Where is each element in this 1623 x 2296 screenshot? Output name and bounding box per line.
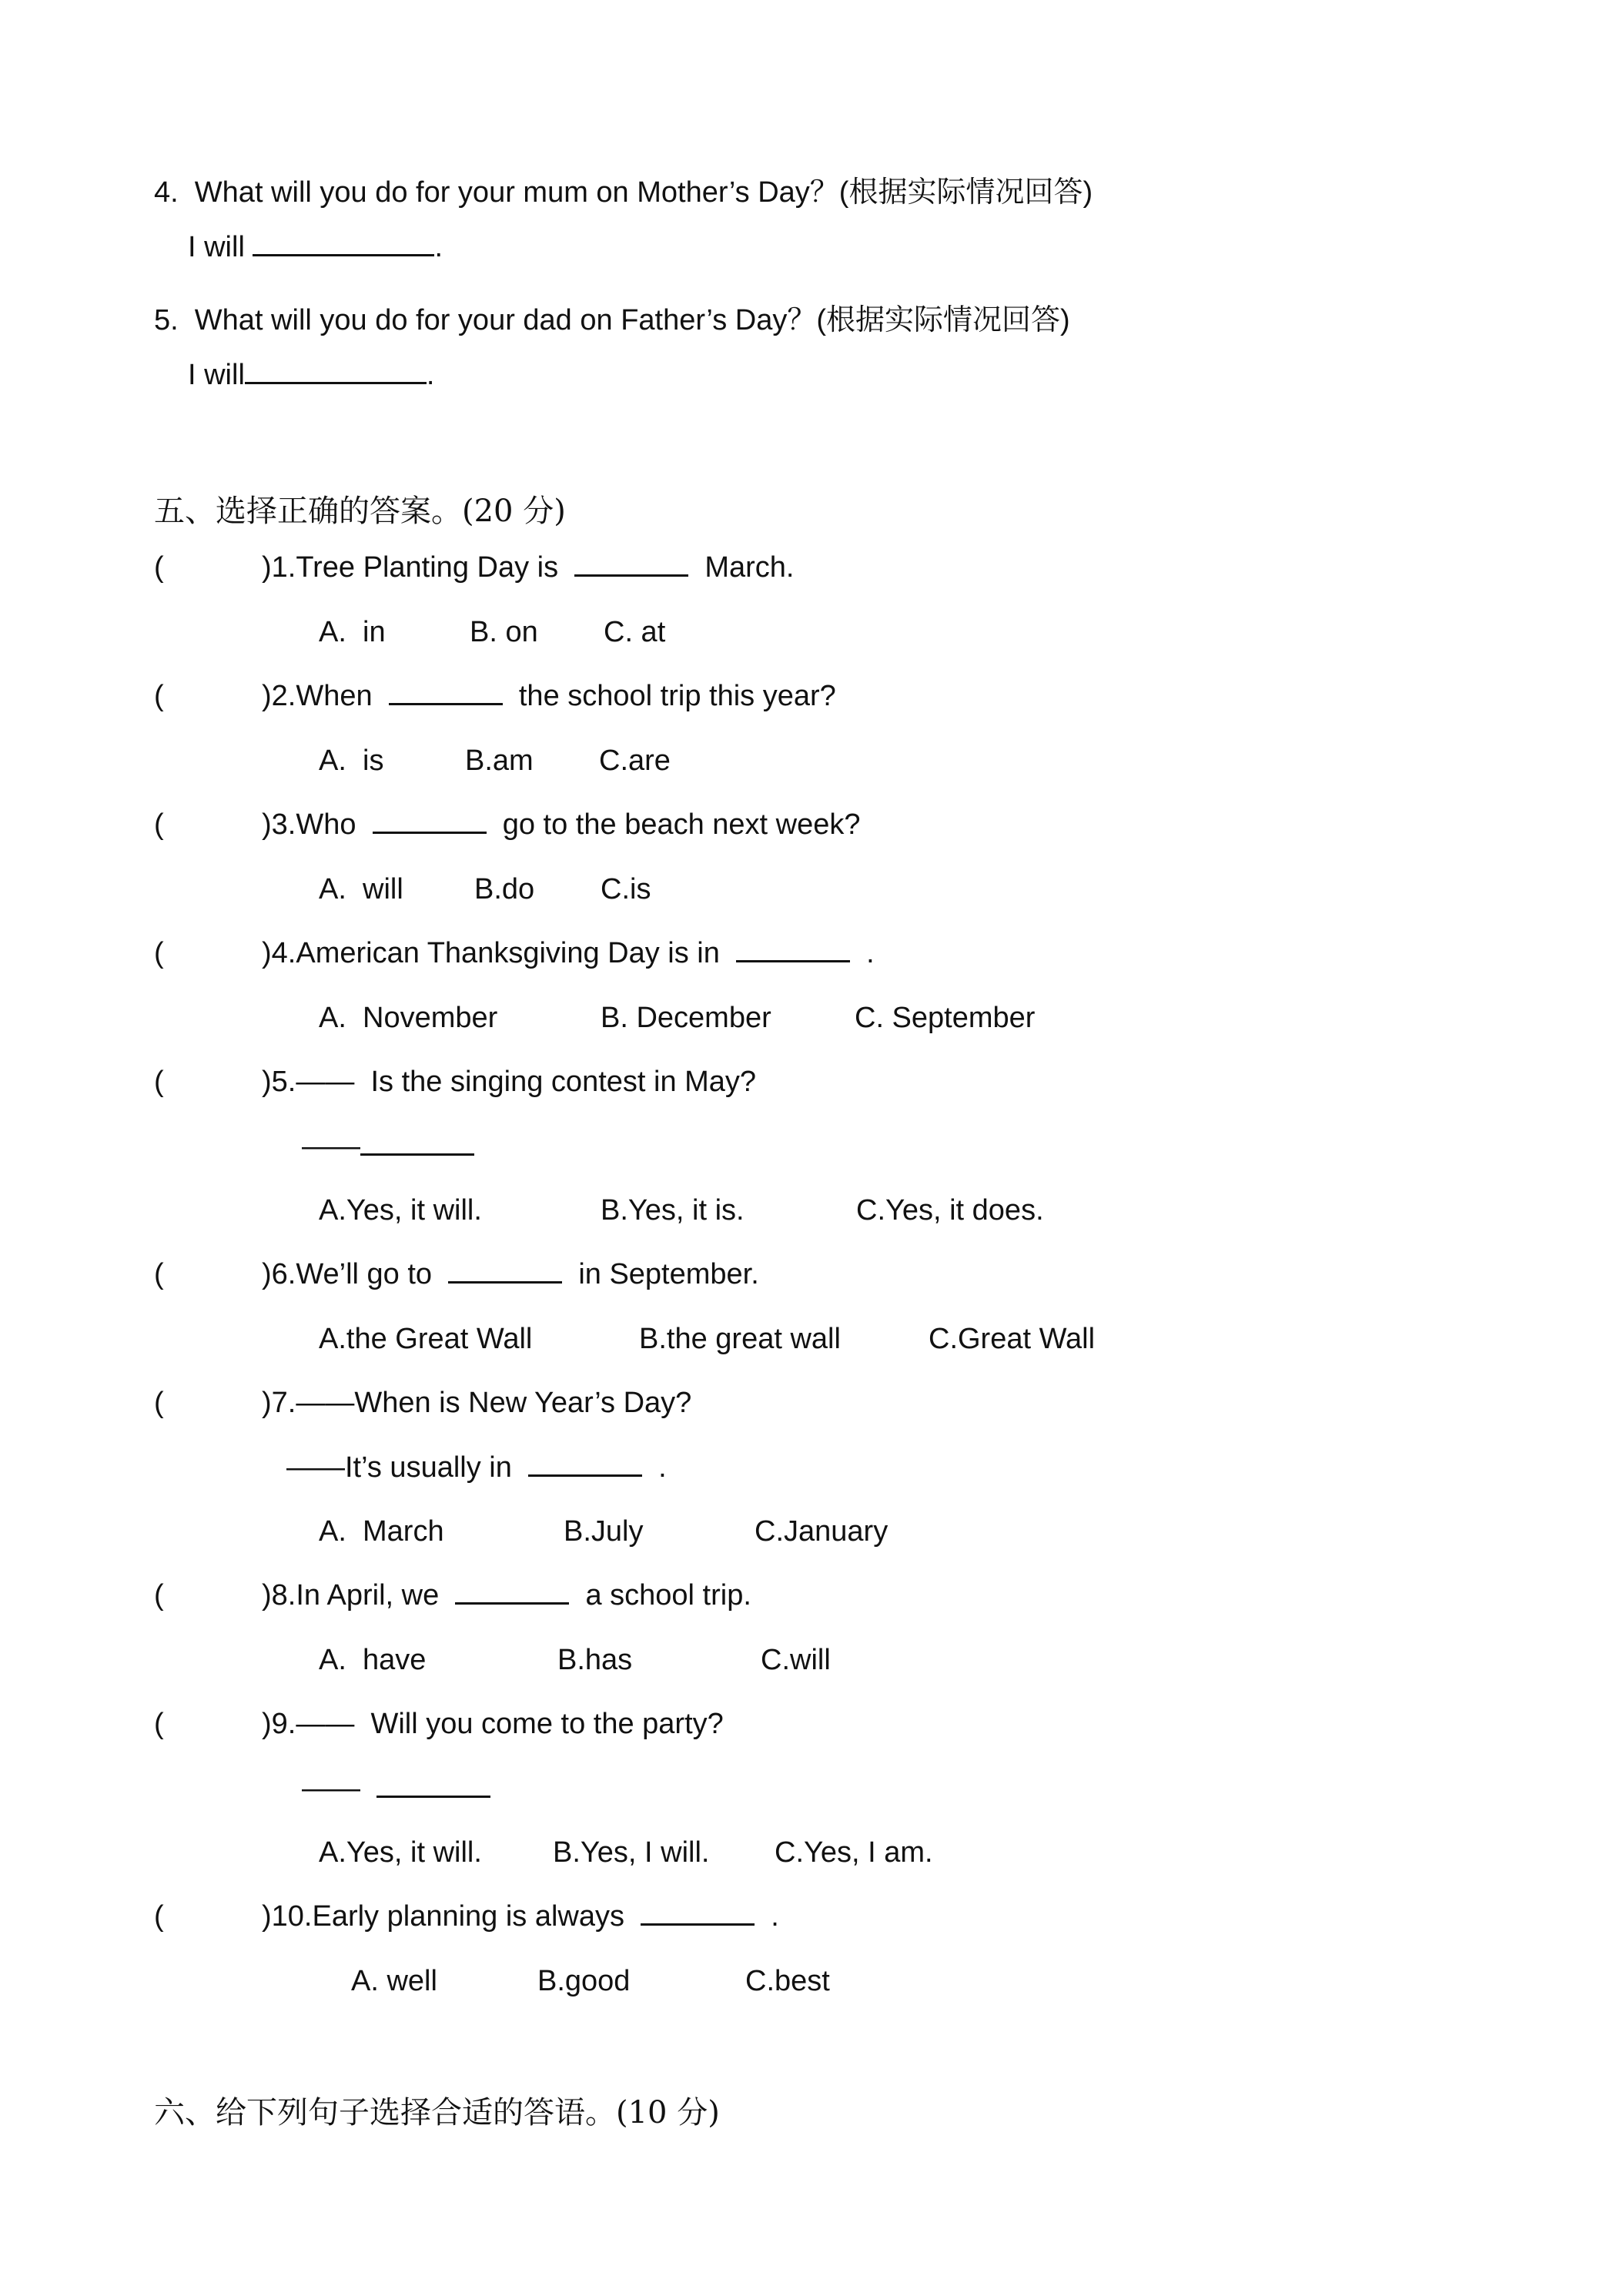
item-1-option-b[interactable]: B. on <box>470 616 538 648</box>
item-blank[interactable] <box>736 939 850 962</box>
item-9-option-b[interactable]: B.Yes, I will. <box>553 1836 710 1869</box>
item-4-option-a[interactable]: A. November <box>319 1002 498 1034</box>
answer-paren: ( <box>154 1258 164 1290</box>
answer-paren: ( <box>154 1387 164 1419</box>
item-3-option-c[interactable]: C.is <box>601 873 651 905</box>
item-label: )1.Tree Planting Day is <box>262 551 559 584</box>
item-7-reply <box>286 1451 667 1484</box>
answer-paren: ( <box>154 551 164 584</box>
question-4: 4. What will you do for your mum on Mother’s Day？(根据实际情况回答) <box>154 176 1093 209</box>
item-3-option-a[interactable]: A. will <box>319 873 403 905</box>
item-2-option-b[interactable]: B.am <box>465 745 534 777</box>
item-blank[interactable] <box>574 553 688 577</box>
item-7-stem: )7.——When is New Year’s Day? <box>262 1387 692 1419</box>
item-9-stem: )9.—— Will you come to the party? <box>262 1708 724 1740</box>
answer-paren: ( <box>154 1066 164 1098</box>
item-after: March. <box>704 551 795 584</box>
item-blank[interactable] <box>389 681 503 705</box>
item-9-option-a[interactable]: A.Yes, it will. <box>319 1836 482 1869</box>
answer-blank[interactable] <box>245 360 427 384</box>
item-5-option-a[interactable]: A.Yes, it will. <box>319 1194 482 1227</box>
item-4-option-b[interactable]: B. December <box>601 1002 771 1034</box>
item-blank[interactable] <box>641 1902 755 1926</box>
item-3-option-b[interactable]: B.do <box>474 873 535 905</box>
item-after: a school trip. <box>585 1579 751 1612</box>
item-after: . <box>771 1900 779 1933</box>
item-5-option-c[interactable]: C.Yes, it does. <box>856 1194 1044 1227</box>
item-5-stem: )5.—— Is the singing contest in May? <box>262 1066 757 1098</box>
item-after: go to the beach next week? <box>502 808 861 841</box>
item-2-option-c[interactable]: C.are <box>599 745 671 777</box>
item-10-option-b[interactable]: B.good <box>537 1965 631 1997</box>
item-4-stem <box>262 937 875 970</box>
question-5-answer-line <box>188 359 434 392</box>
item-3-stem <box>262 808 861 842</box>
item-label: )6.We’ll go to <box>262 1258 433 1290</box>
answer-paren: ( <box>154 937 164 969</box>
item-8-option-b[interactable]: B.has <box>557 1644 633 1676</box>
answer-blank[interactable] <box>253 233 434 256</box>
item-5-option-b[interactable]: B.Yes, it is. <box>601 1194 745 1227</box>
item-4-option-c[interactable]: C. September <box>855 1002 1036 1034</box>
answer-end: . <box>426 359 435 391</box>
item-blank[interactable] <box>455 1581 569 1605</box>
item-9-option-c[interactable]: C.Yes, I am. <box>775 1836 933 1869</box>
answer-end: . <box>434 231 443 263</box>
item-label: )4.American Thanksgiving Day is in <box>262 937 720 969</box>
question-4-answer-line <box>188 231 443 264</box>
item-1-option-a[interactable]: A. in <box>319 616 386 648</box>
answer-prefix: I will <box>188 359 245 391</box>
answer-paren: ( <box>154 680 164 712</box>
answer-paren: ( <box>154 1708 164 1740</box>
item-label: )8.In April, we <box>262 1579 440 1612</box>
item-7-option-b[interactable]: B.July <box>564 1515 644 1548</box>
item-10-option-a[interactable]: A. well <box>351 1965 437 1997</box>
item-9-reply <box>302 1772 490 1806</box>
reply-dash: —— <box>302 1772 360 1805</box>
item-blank[interactable] <box>373 810 487 834</box>
item-blank[interactable] <box>376 1774 490 1798</box>
item-10-stem <box>262 1900 779 1933</box>
item-5-reply <box>302 1130 474 1163</box>
item-6-option-b[interactable]: B.the great wall <box>639 1323 841 1355</box>
item-1-option-c[interactable]: C. at <box>604 616 666 648</box>
answer-paren: ( <box>154 808 164 841</box>
item-7-option-c[interactable]: C.January <box>755 1515 888 1548</box>
item-after: . <box>866 937 875 969</box>
reply-end: . <box>658 1451 667 1484</box>
item-7-option-a[interactable]: A. March <box>319 1515 444 1548</box>
item-2-stem <box>262 680 836 713</box>
item-after: in September. <box>578 1258 759 1290</box>
item-blank[interactable] <box>360 1132 474 1156</box>
item-8-option-c[interactable]: C.will <box>761 1644 831 1676</box>
item-2-option-a[interactable]: A. is <box>319 745 384 777</box>
item-after: the school trip this year? <box>518 680 836 712</box>
question-5: 5. What will you do for your dad on Father’s Day？(根据实际情况回答) <box>154 304 1070 336</box>
item-blank[interactable] <box>528 1453 642 1477</box>
section-6-heading: 六、给下列句子选择合适的答语。(10 分) <box>154 2095 720 2130</box>
item-10-option-c[interactable]: C.best <box>745 1965 830 1997</box>
item-blank[interactable] <box>448 1260 562 1284</box>
item-6-stem <box>262 1258 759 1291</box>
item-6-option-c[interactable]: C.Great Wall <box>929 1323 1096 1355</box>
reply-text: ——It’s usually in <box>286 1451 512 1484</box>
item-8-option-a[interactable]: A. have <box>319 1644 427 1676</box>
answer-paren: ( <box>154 1900 164 1933</box>
item-6-option-a[interactable]: A.the Great Wall <box>319 1323 533 1355</box>
reply-dash: —— <box>302 1130 360 1163</box>
item-label: )2.When <box>262 680 373 712</box>
item-label: )3.Who <box>262 808 356 841</box>
item-1-stem <box>262 551 794 584</box>
answer-paren: ( <box>154 1579 164 1612</box>
item-8-stem <box>262 1579 751 1612</box>
section-5-heading: 五、选择正确的答案。(20 分) <box>154 494 566 529</box>
item-label: )10.Early planning is always <box>262 1900 625 1933</box>
answer-prefix: I will <box>188 231 245 263</box>
